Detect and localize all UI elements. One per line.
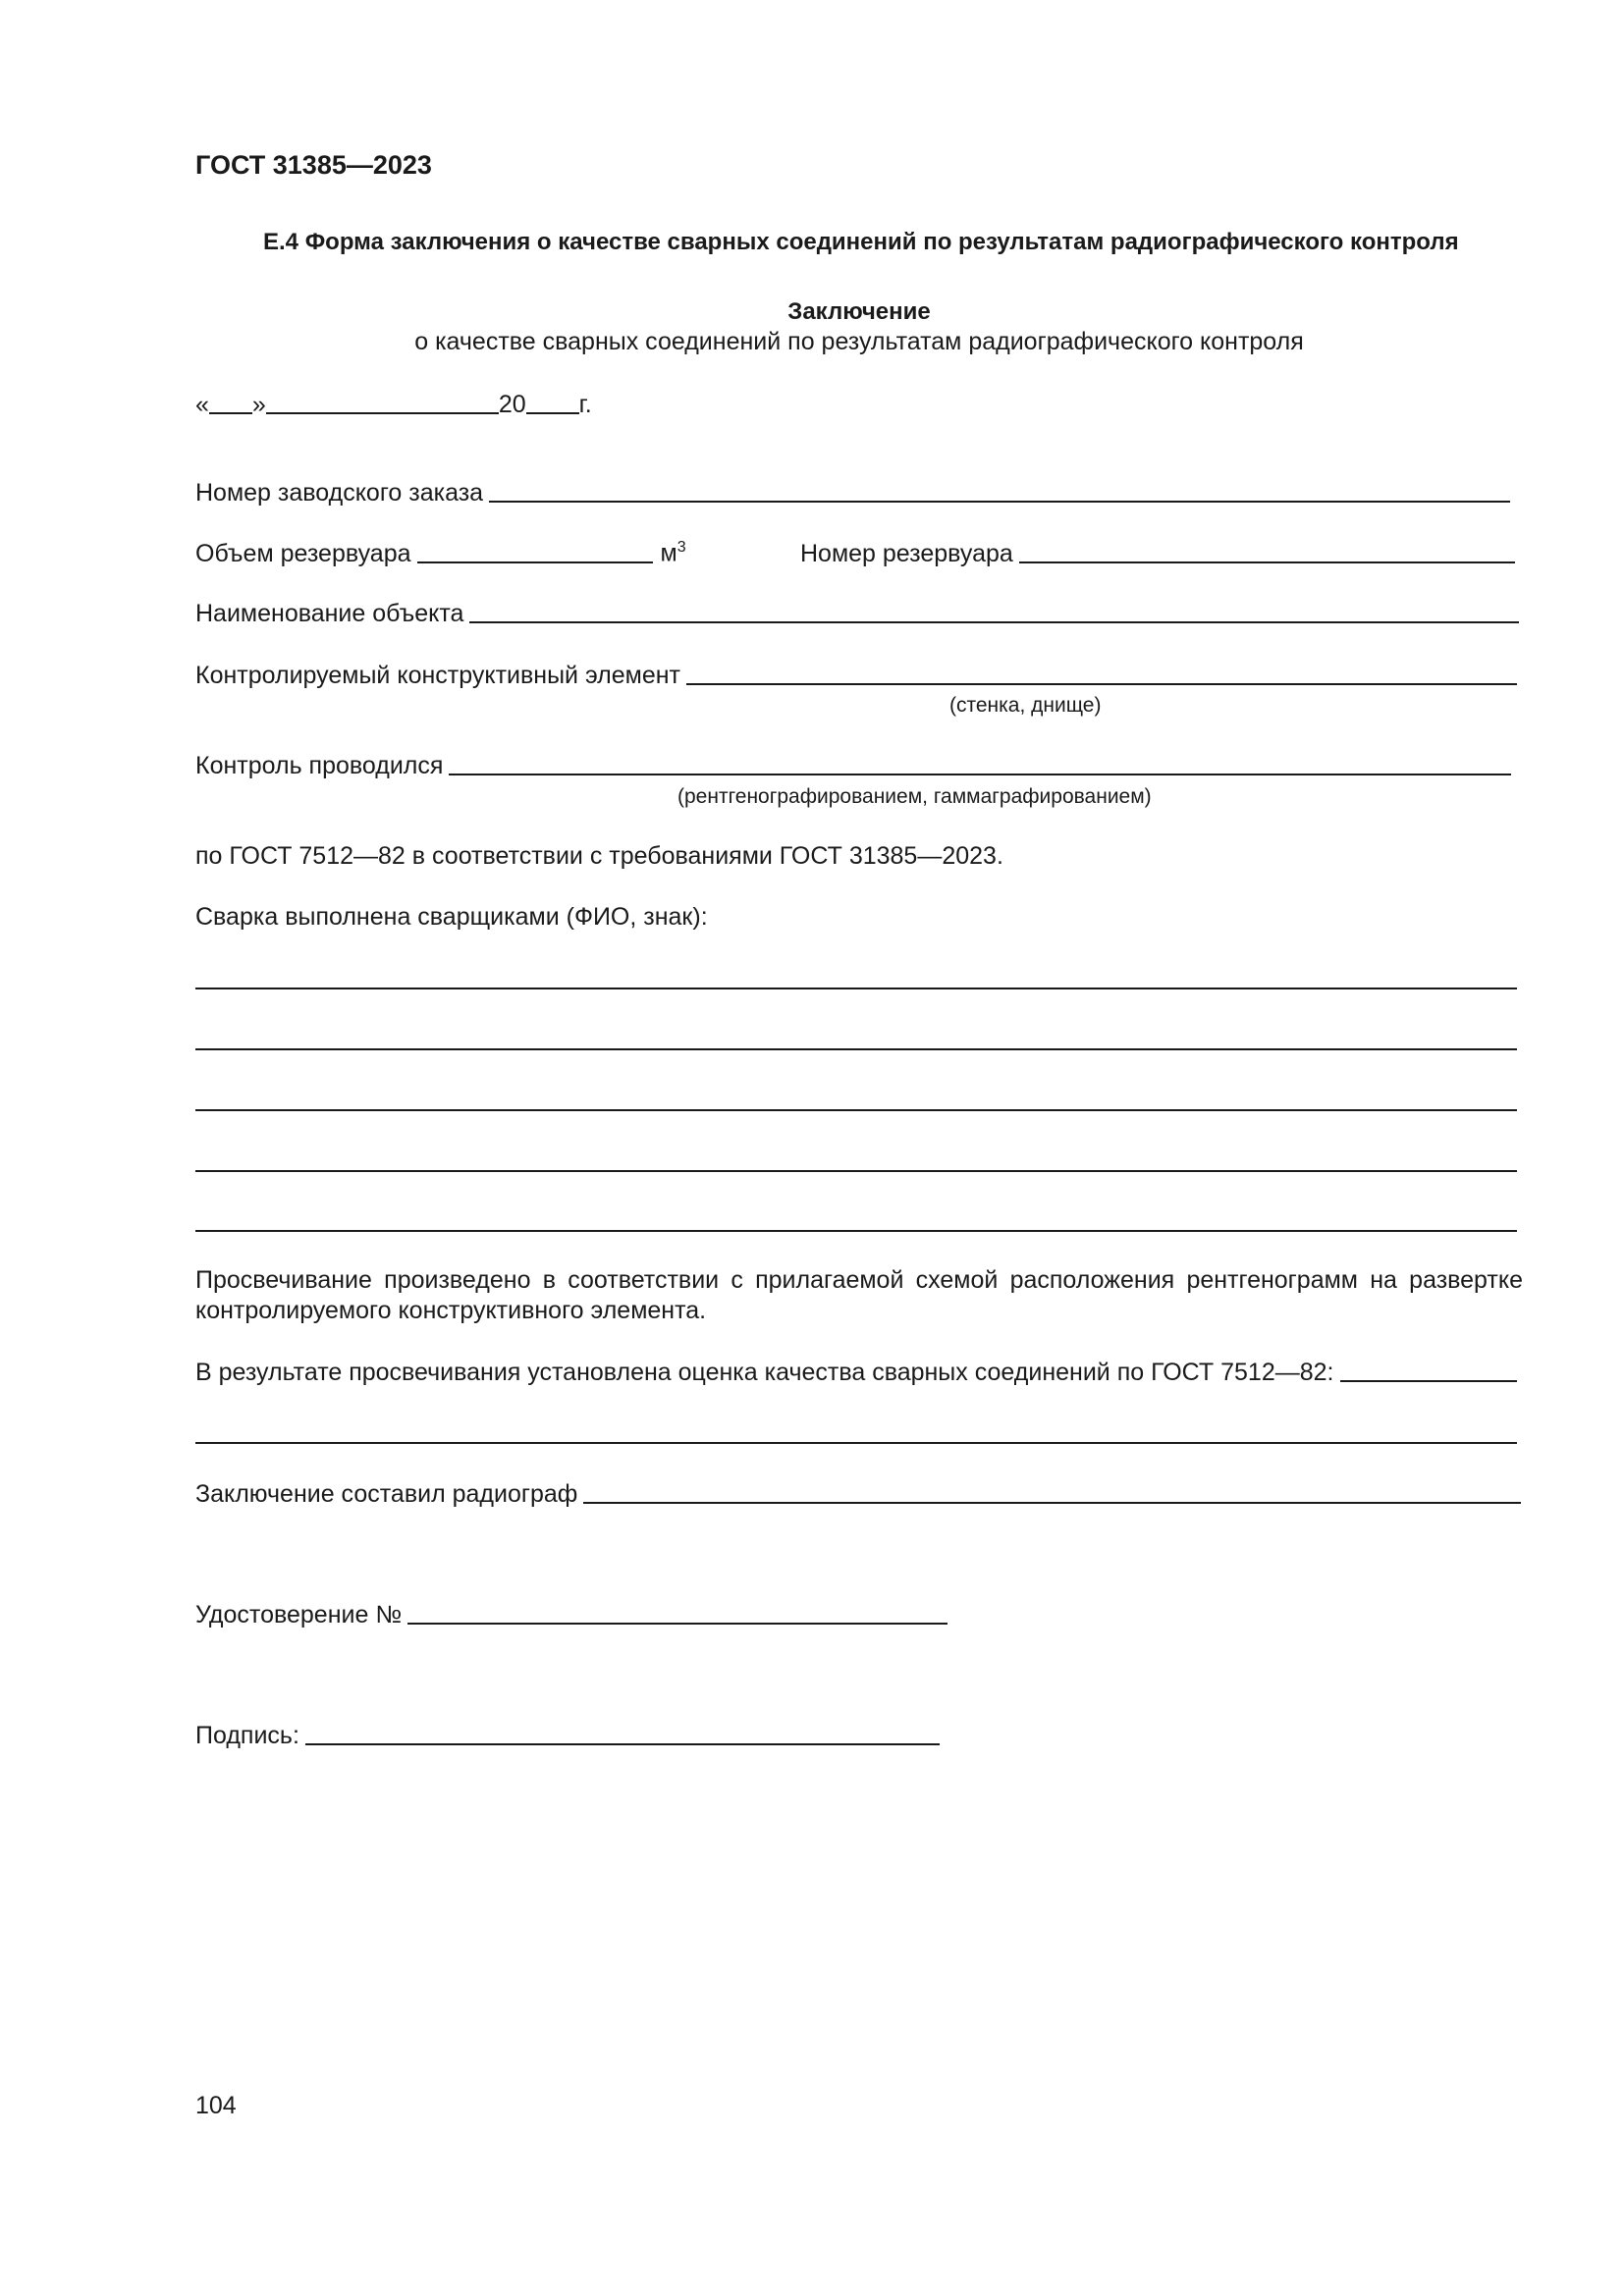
element-row	[195, 658, 1517, 691]
order-number-row	[195, 475, 1510, 508]
page-number: 104	[195, 2092, 237, 2119]
welder-line-2[interactable]	[195, 1048, 1517, 1050]
signature-field[interactable]	[305, 1743, 940, 1745]
element-hint: (стенка, днище)	[949, 694, 1102, 717]
date-close-quote: »	[251, 390, 266, 418]
volume-unit-power: 3	[677, 539, 686, 557]
compiled-by-label: Заключение составил радиограф	[195, 1479, 578, 1508]
object-name-field[interactable]	[469, 621, 1519, 623]
year-prefix: 20	[498, 390, 526, 418]
order-number-field[interactable]	[489, 501, 1510, 503]
compiled-by-field[interactable]	[583, 1502, 1521, 1504]
volume-unit-base: м	[660, 539, 677, 567]
section-title: Е.4 Форма заключения о качестве сварных соединений по результатам радиографического контроля	[263, 229, 1459, 255]
result-label: В результате просвечивания установлена оценка качества сварных соединений по ГОСТ 7512—82:	[195, 1358, 1334, 1386]
day-field[interactable]	[209, 412, 252, 414]
tank-number-label: Номер резервуара	[800, 539, 1013, 567]
date-open-quote: «	[195, 390, 209, 418]
welder-line-3[interactable]	[195, 1109, 1517, 1111]
control-method-row	[195, 748, 1511, 781]
year-field[interactable]	[526, 412, 579, 414]
result-line-2[interactable]	[195, 1442, 1517, 1444]
control-method-hint: (рентгенографированием, гаммаграфированием)	[677, 785, 1152, 808]
tank-volume-field[interactable]	[417, 561, 653, 563]
tank-number-field[interactable]	[1019, 561, 1515, 563]
welder-line-5[interactable]	[195, 1230, 1517, 1232]
compiled-by-row	[195, 1476, 1521, 1510]
welders-label: Сварка выполнена сварщиками (ФИО, знак):	[195, 903, 708, 931]
order-number-label: Номер заводского заказа	[195, 478, 484, 507]
control-method-label: Контроль проводился	[195, 751, 444, 779]
control-method-field[interactable]	[449, 774, 1511, 775]
signature-row	[195, 1718, 940, 1751]
result-field[interactable]	[1340, 1380, 1518, 1382]
standard-reference-text: по ГОСТ 7512—82 в соответствии с требованиями ГОСТ 31385—2023.	[195, 842, 1003, 870]
tank-volume-row	[195, 536, 686, 569]
element-field[interactable]	[686, 683, 1517, 685]
year-suffix: г.	[578, 390, 592, 418]
tank-volume-label: Объем резервуара	[195, 539, 411, 567]
certificate-field[interactable]	[407, 1623, 947, 1625]
standard-header: ГОСТ 31385—2023	[195, 150, 432, 180]
result-row	[195, 1355, 1517, 1388]
object-name-row	[195, 596, 1519, 629]
form-subheading: о качестве сварных соединений по результатам радиографического контроля	[414, 328, 1304, 355]
welder-line-4[interactable]	[195, 1170, 1517, 1172]
date-row	[195, 387, 592, 420]
certificate-row	[195, 1597, 947, 1630]
volume-unit	[661, 538, 686, 569]
element-label: Контролируемый конструктивный элемент	[195, 661, 680, 689]
certificate-label: Удостоверение №	[195, 1600, 403, 1629]
form-heading: Заключение	[787, 298, 931, 325]
object-name-label: Наименование объекта	[195, 599, 464, 627]
tank-number-row	[800, 536, 1515, 569]
signature-label: Подпись:	[195, 1721, 299, 1749]
month-field[interactable]	[266, 412, 499, 414]
welder-line-1[interactable]	[195, 988, 1517, 989]
radiography-paragraph: Просвечивание произведено в соответствии с прилагаемой схемой расположения рентгенограмм на развертке контролируемого конструктивного элемента.	[195, 1266, 1523, 1324]
